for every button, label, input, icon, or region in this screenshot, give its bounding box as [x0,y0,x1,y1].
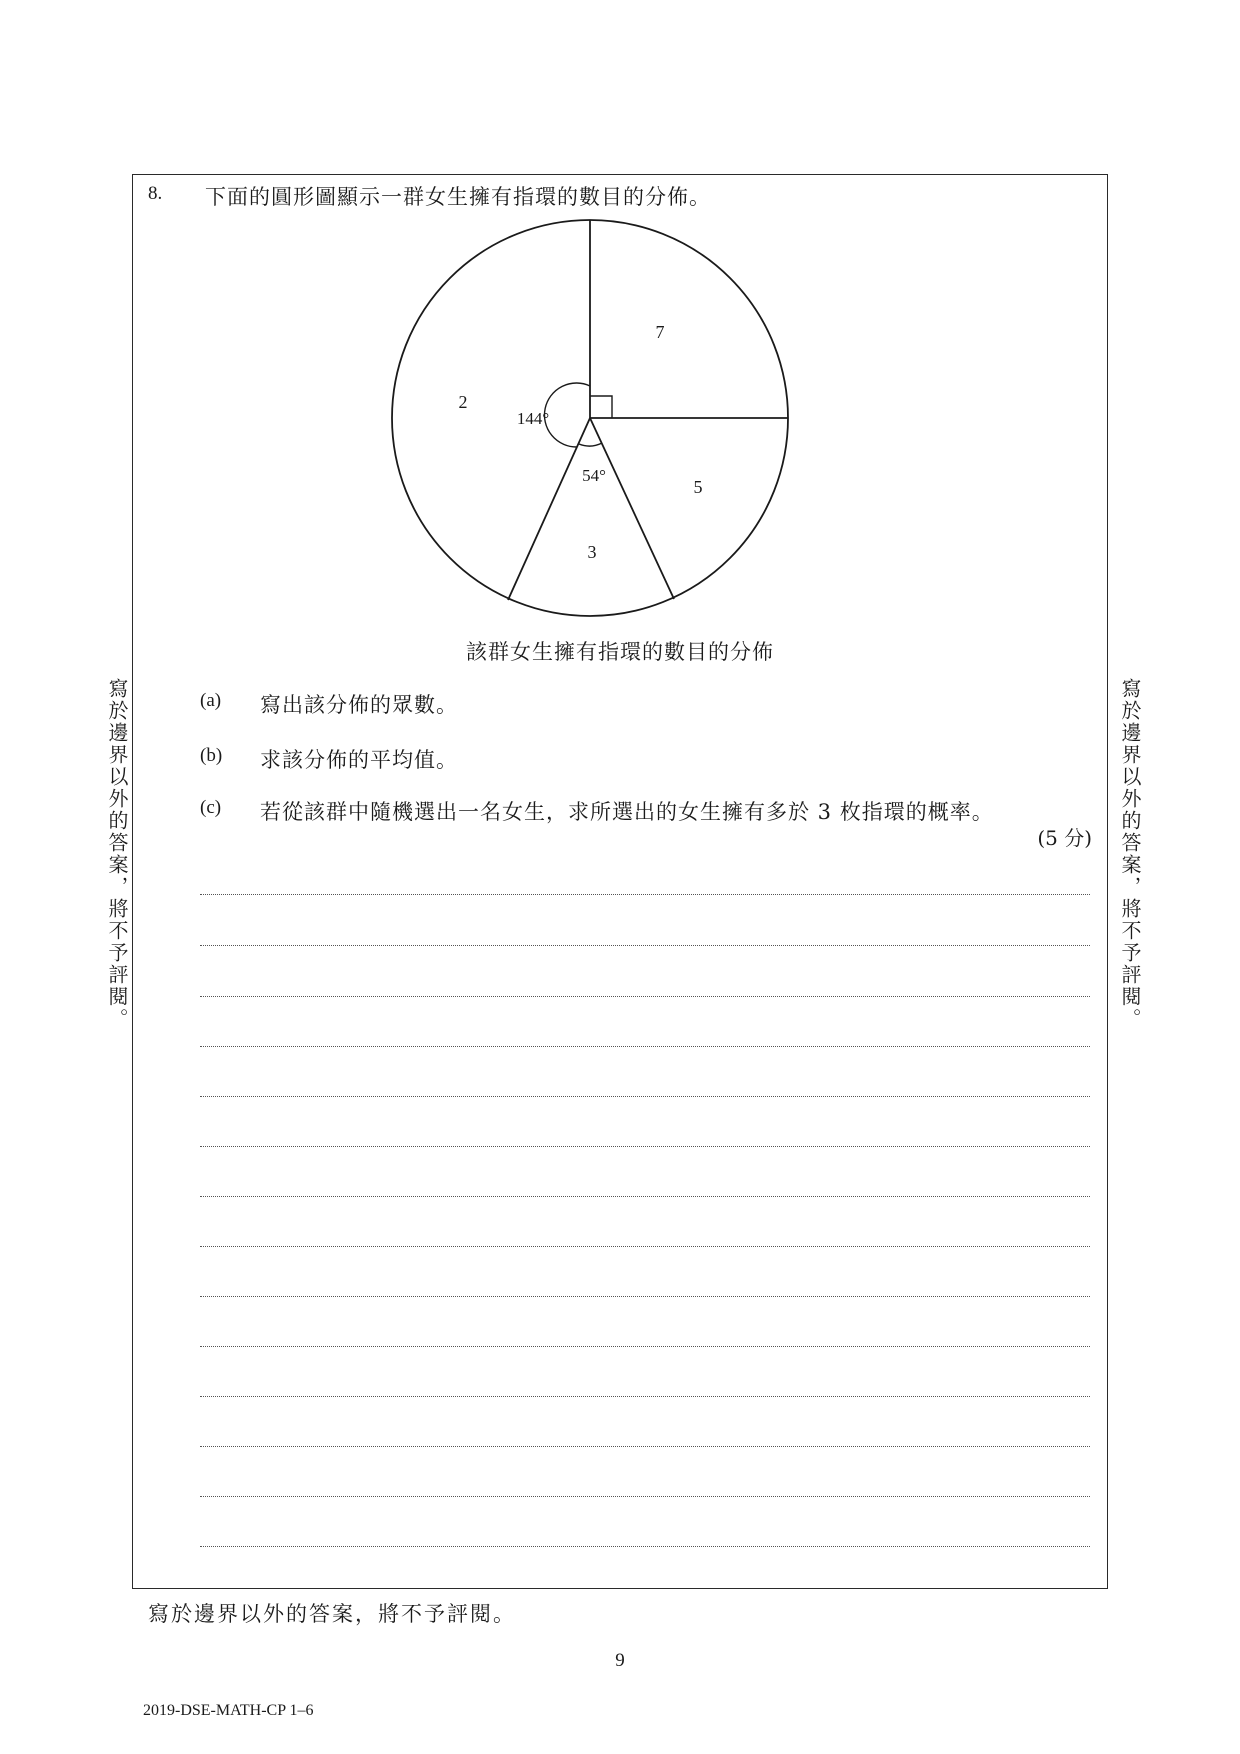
answer-line-1 [200,894,1090,895]
answer-line-13 [200,1496,1090,1497]
right-angle-marker [590,396,612,418]
answer-line-9 [200,1296,1090,1297]
chart-caption: 該群女生擁有指環的數目的分佈 [466,640,774,664]
answer-line-6 [200,1146,1090,1147]
part-b-text: 求該分佈的平均值。 [260,748,458,772]
part-c-label: (c) [200,797,222,818]
answer-line-3 [200,996,1090,997]
answer-line-8 [200,1246,1090,1247]
answer-line-5 [200,1096,1090,1097]
question-number: 8. [148,183,163,204]
slice-label-2: 2 [458,392,468,412]
answer-line-4 [200,1046,1090,1047]
answer-line-11 [200,1396,1090,1397]
slice-label-3: 3 [587,542,597,562]
angle-arc-144 [544,383,590,447]
answer-line-14 [200,1546,1090,1547]
part-c-text: 若從該群中隨機選出一名女生，求所選出的女生擁有多於 3 枚指環的概率。 [260,800,994,824]
paper-code: 2019-DSE-MATH-CP 1–6 [143,1702,314,1719]
left-margin-note: 寫於邊界以外的答案，將不予評閱。 [105,678,129,1030]
part-a-text: 寫出該分佈的眾數。 [260,693,458,717]
page-number: 9 [615,1650,625,1671]
angle-label-54: 54° [582,466,606,485]
slice-label-5: 5 [693,477,703,497]
marks-allocation: (5 分) [1037,826,1092,850]
right-margin-note: 寫於邊界以外的答案，將不予評閱。 [1118,678,1142,1030]
slice-boundary-lower-left [508,418,590,600]
answer-line-12 [200,1446,1090,1447]
slice-label-7: 7 [655,322,665,342]
slice-boundary-lower-right [587,418,674,599]
answer-line-2 [200,945,1090,946]
answer-line-7 [200,1196,1090,1197]
part-a-label: (a) [200,690,222,711]
angle-arc-54 [579,443,602,446]
angle-label-144: 144° [516,409,550,428]
pie-chart [380,218,800,638]
question-text: 下面的圓形圖顯示一群女生擁有指環的數目的分佈。 [205,185,711,209]
answer-line-10 [200,1346,1090,1347]
part-b-label: (b) [200,745,223,766]
bottom-boundary-note: 寫於邊界以外的答案，將不予評閱。 [148,1602,516,1626]
